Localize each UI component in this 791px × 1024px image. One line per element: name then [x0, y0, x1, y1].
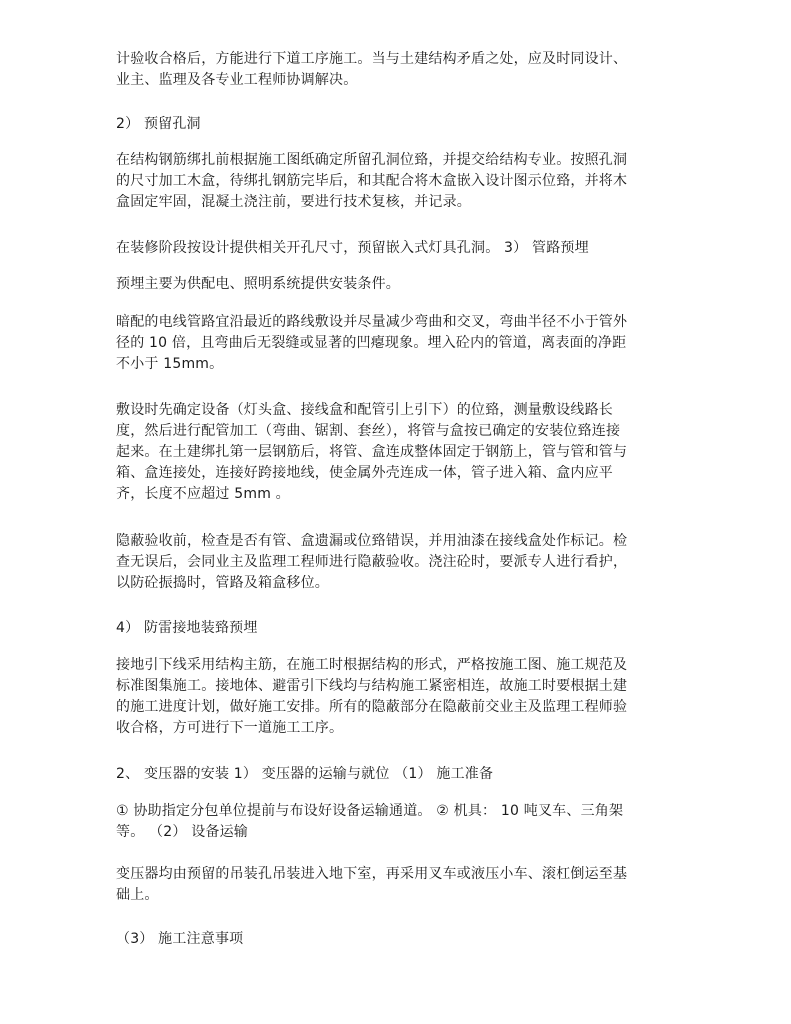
paragraph-8: [116, 531, 678, 594]
text-line: 的施工进度计划，做好施工安排。所有的隐蔽部分在隐蔽前交业主及监理工程师验: [116, 699, 628, 715]
text-line: 2） 预留孔洞: [116, 116, 201, 132]
heading-transformer-installation: [116, 764, 678, 785]
text-line: ① 协助指定分包单位提前与布设好设备运输通道。 ② 机具： 10 吨叉车、三角架: [116, 803, 624, 819]
text-line: 接地引下线采用结构主筋，在施工时根据结构的形式，严格按施工图、施工规范及: [116, 657, 628, 673]
text-line: 在结构钢筋绑扎前根据施工图纸确定所留孔洞位臵，并提交给结构专业。按照孔洞: [116, 152, 628, 168]
paragraph-5: [116, 274, 678, 295]
heading-construction-notes: [116, 929, 678, 950]
text-line: 等。 （2） 设备运输: [116, 824, 249, 840]
text-line: 隐蔽验收前，检查是否有管、盒遗漏或位臵错误，并用油漆在接线盒处作标记。检: [116, 533, 628, 549]
paragraph-13: [116, 864, 678, 906]
paragraph-7: [116, 400, 678, 505]
text-line: 业主、监理及各专业工程师协调解决。: [116, 72, 358, 88]
text-line: 齐，长度不应超过 5mm 。: [116, 486, 290, 502]
paragraph-12: [116, 801, 678, 843]
paragraph-4: [116, 238, 678, 259]
text-line: 计验收合格后，方能进行下道工序施工。当与土建结构矛盾之处，应及时同设计、: [116, 51, 628, 67]
text-line: 4） 防雷接地装臵预埋: [116, 620, 258, 636]
text-line: 不小于 15mm。: [116, 356, 224, 372]
text-line: 径的 10 倍，且弯曲后无裂缝或显著的凹瘪现象。埋入砼内的管道，离表面的净距: [116, 335, 627, 351]
text-line: 以防砼振捣时，管路及箱盒移位。: [116, 575, 329, 591]
text-line: 础上。: [116, 887, 159, 903]
text-line: 查无误后，会同业主及监理工程师进行隐蔽验收。浇注砼时，要派专人进行看护，: [116, 554, 628, 570]
text-line: 标准图集施工。接地体、避雷引下线均与结构施工紧密相连，故施工时要根据土建: [116, 678, 628, 694]
paragraph-3: [116, 150, 678, 213]
text-line: 2、 变压器的安装 1） 变压器的运输与就位 （1） 施工准备: [116, 766, 494, 782]
text-line: 暗配的电线管路宜沿最近的路线敷设并尽量减少弯曲和交叉，弯曲半径不小于管外: [116, 314, 628, 330]
heading-lightning-grounding: [116, 618, 678, 639]
text-line: 收合格，方可进行下一道施工工序。: [116, 720, 344, 736]
text-line: 度，然后进行配管加工（弯曲、锯割、套丝），将管与盒按已确定的安装位臵连接: [116, 423, 621, 439]
text-line: 预埋主要为供配电、照明系统提供安装条件。: [116, 276, 400, 292]
heading-reserved-holes: [116, 114, 678, 135]
text-line: 敷设时先确定设备（灯头盒、接线盒和配管引上引下）的位臵，测量敷设线路长: [116, 402, 613, 418]
paragraph-10: [116, 655, 678, 739]
paragraph-1: [116, 49, 678, 91]
text-line: 盒固定牢固，混凝土浇注前，要进行技术复核，并记录。: [116, 194, 471, 210]
text-line: 起来。在土建绑扎第一层钢筋后，将管、盒连成整体固定于钢筋上，管与管和管与: [116, 444, 628, 460]
text-line: （3） 施工注意事项: [116, 931, 244, 947]
text-line: 变压器均由预留的吊装孔吊装进入地下室，再采用叉车或液压小车、滚杠倒运至基: [116, 866, 628, 882]
text-line: 箱、盒连接处，连接好跨接地线，使金属外壳连成一体，管子进入箱、盒内应平: [116, 465, 613, 481]
paragraph-6: [116, 312, 678, 375]
text-line: 在装修阶段按设计提供相关开孔尺寸，预留嵌入式灯具孔洞。 3） 管路预埋: [116, 240, 589, 256]
text-line: 的尺寸加工木盒，待绑扎钢筋完毕后，和其配合将木盒嵌入设计图示位臵，并将木: [116, 173, 628, 189]
